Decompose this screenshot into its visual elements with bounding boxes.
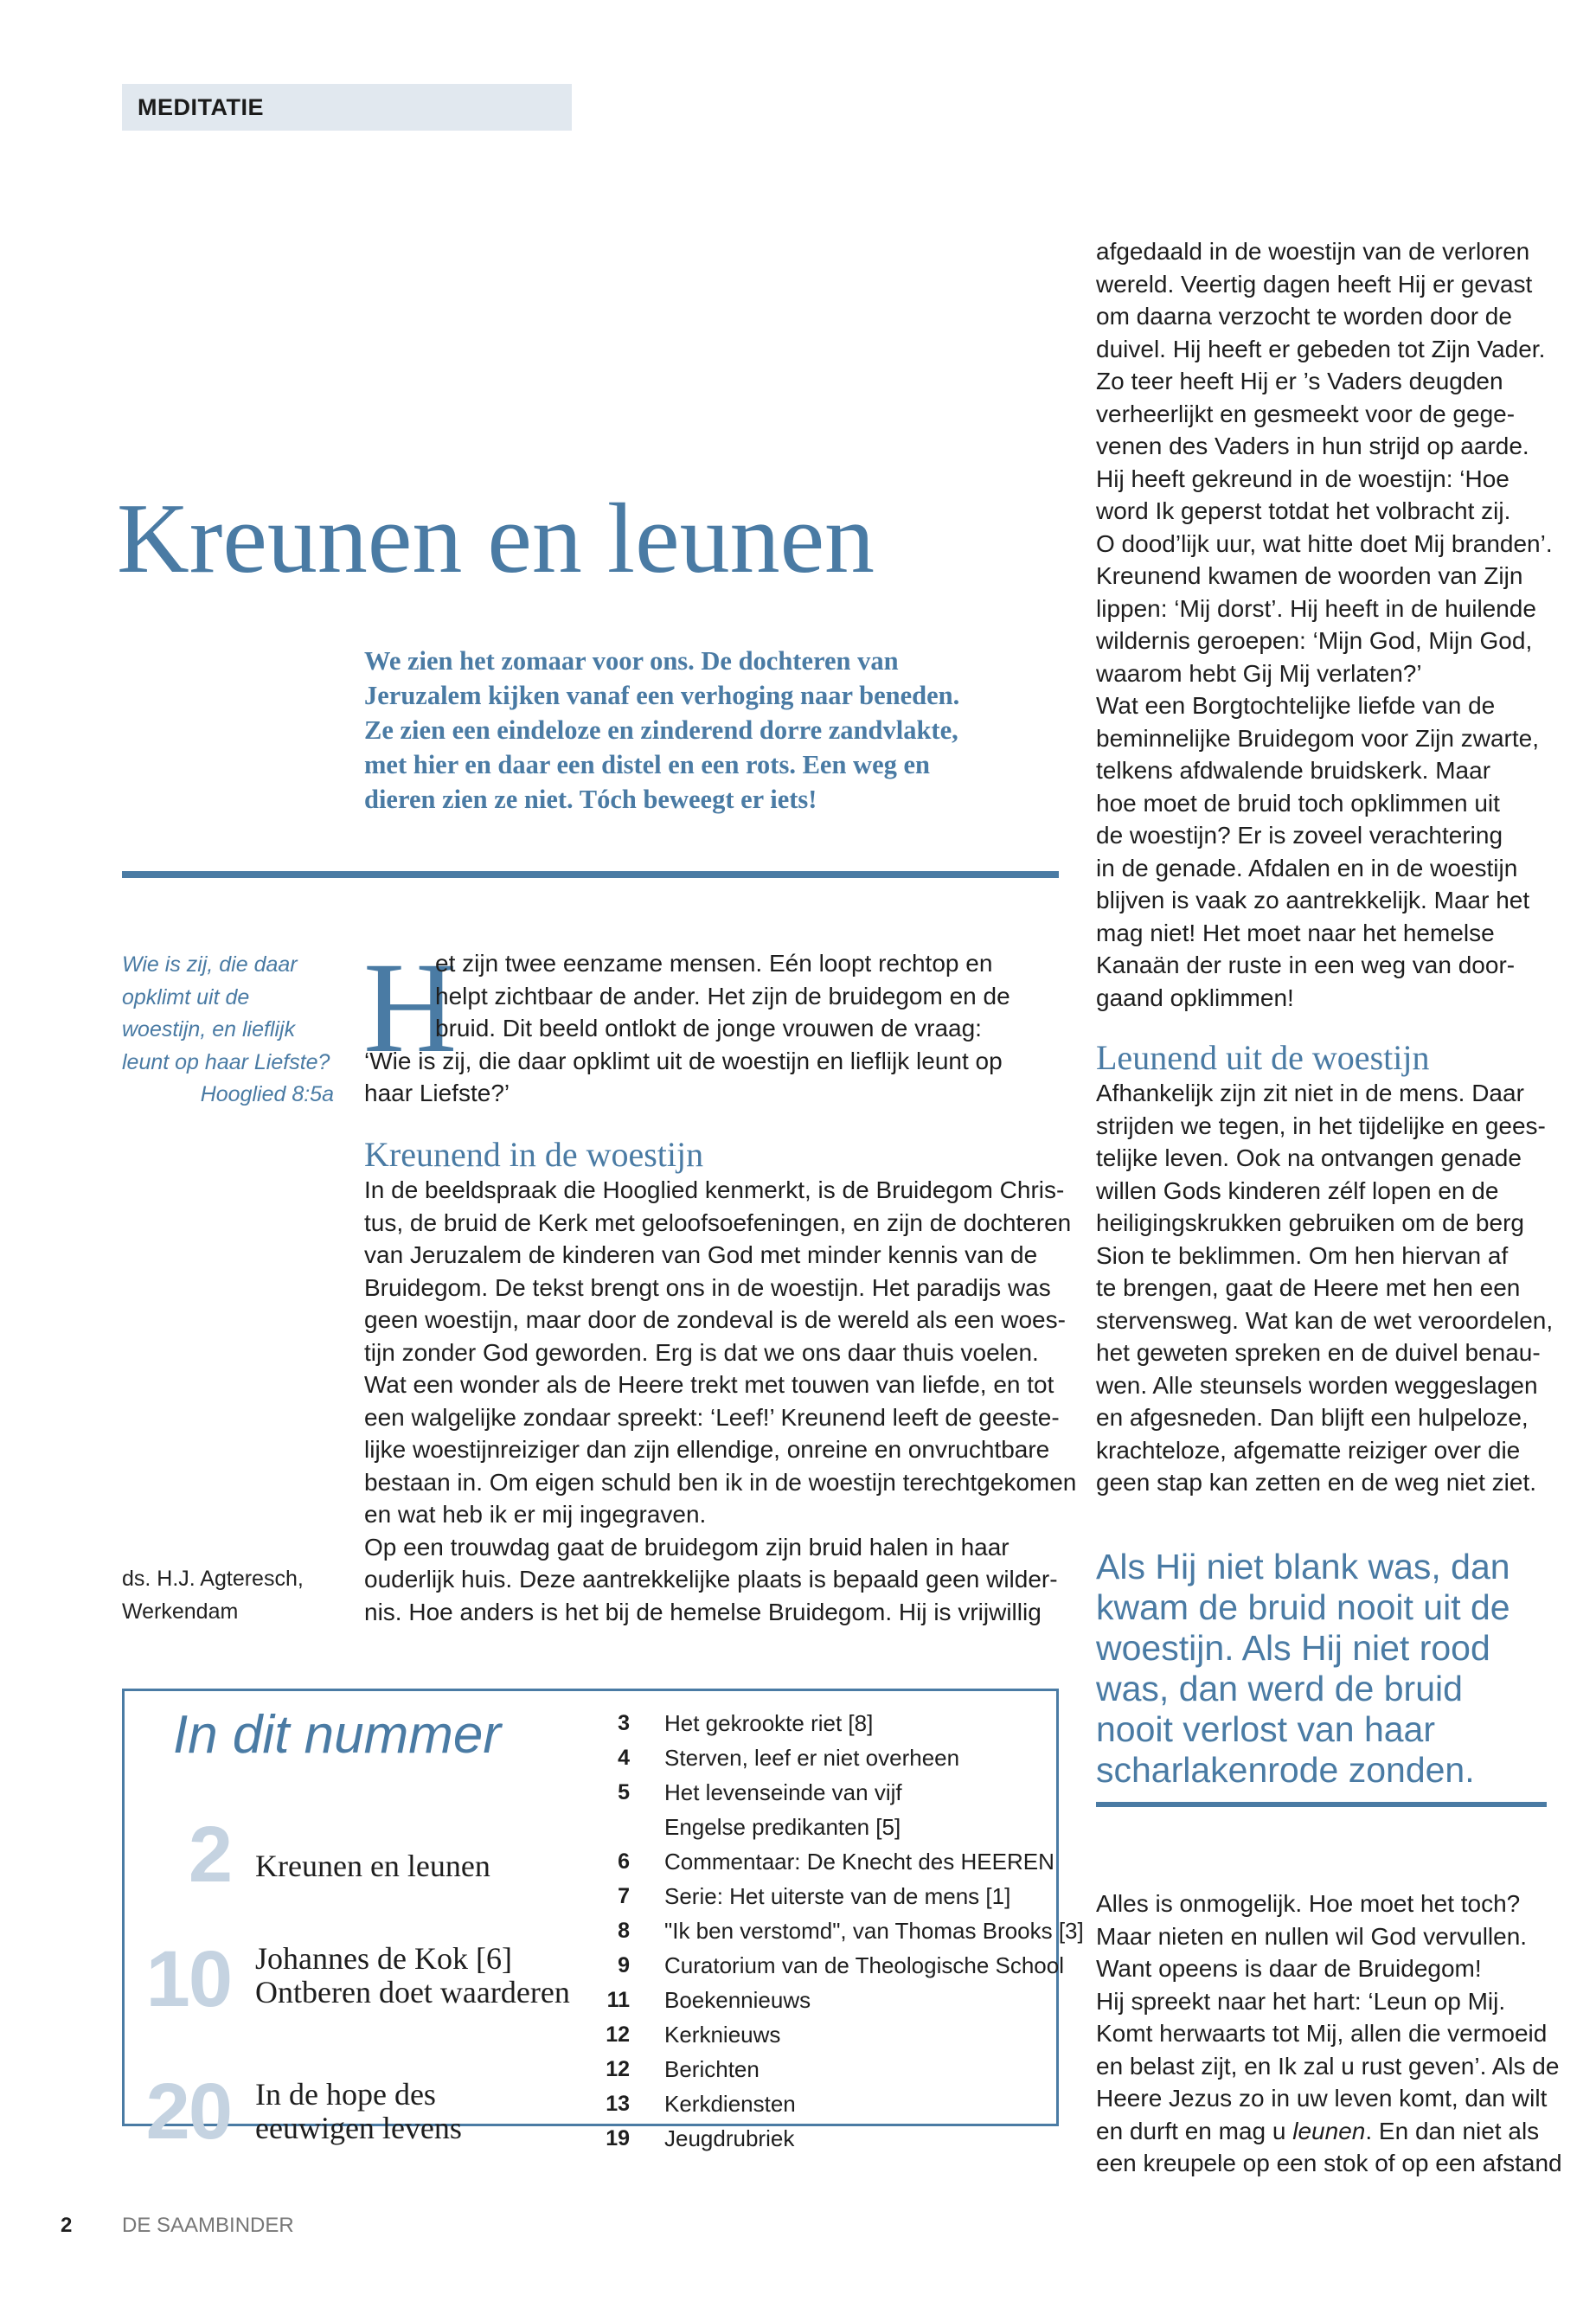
toc-entry-title	[664, 1879, 1010, 1913]
toc-entry[interactable]	[588, 2052, 1055, 2086]
body-line: wen. Alle steunsels worden weggeslagen	[1096, 1371, 1538, 1399]
toc-featured-line: Kreunen en leunen	[255, 1849, 490, 1883]
body-line: heiligingskrukken gebruiken om de berg	[1096, 1209, 1524, 1236]
body-line: Afhankelijk zijn zit niet in de mens. Daar	[1096, 1080, 1524, 1106]
body-line: en afgesneden. Dan blijft een hulpeloze,	[1096, 1404, 1529, 1431]
body-line: strijden we tegen, in het tijdelijke en gees-	[1096, 1112, 1546, 1139]
toc-entry[interactable]	[588, 1879, 1055, 1913]
toc-entry[interactable]	[588, 1706, 1055, 1740]
toc-page-number: 4	[618, 1746, 630, 1770]
toc-featured-page: 20	[145, 2067, 231, 2156]
body-line: blijven is vaak zo aantrekkelijk. Maar het	[1096, 887, 1530, 913]
body-line: willen Gods kinderen zélf lopen en de	[1096, 1176, 1499, 1204]
toc-featured-page: 10	[145, 1935, 231, 2023]
toc-entry-line: Serie: Het uiterste van de mens [1]	[664, 1883, 1011, 1909]
toc-page-number: 6	[618, 1849, 630, 1874]
body-line: Hij heeft gekreund in de woestijn: ‘Hoe	[1096, 465, 1509, 492]
toc-entry-title	[664, 1948, 1064, 1983]
right-column-body	[1096, 235, 1553, 1014]
lead-line: We zien het zomaar voor ons. De dochteren van	[364, 646, 899, 676]
body-line: Wat een wonder als de Heere trekt met touwen van liefde, en tot	[364, 1371, 1054, 1398]
toc-entry-line: Commentaar: De Knecht des HEEREN	[664, 1849, 1054, 1875]
lead-divider	[122, 871, 1059, 878]
body-line: telijke leven. Ook na ontvangen genade	[1096, 1144, 1522, 1171]
toc-entry-title	[664, 1913, 1084, 1948]
body-line: Wat een Borgtochtelijke liefde van de	[1096, 692, 1496, 719]
pull-quote-line: nooit verlost van haar	[1096, 1709, 1436, 1749]
footer-publication: DE SAAMBINDER	[122, 2214, 294, 2237]
body-line: mag niet! Het moet naar het hemelse	[1096, 919, 1495, 946]
toc-entry-line: Engelse predikanten [5]	[664, 1814, 901, 1840]
toc-entry-title	[664, 2121, 794, 2156]
body-line: Maar nieten en nullen wil God vervullen.	[1096, 1922, 1528, 1950]
body-line: lippen: ‘Mij dorst’. Hij heeft in de huilende	[1096, 594, 1536, 622]
body-line: helpt zichtbaar de ander. Het zijn de bruidegom en de	[435, 982, 1010, 1009]
body-line: Sion te beklimmen. Om hen hiervan af	[1096, 1241, 1509, 1269]
toc-entry[interactable]	[588, 1775, 1055, 1844]
body-line: bruid. Dit beeld ontlokt de jonge vrouwen de vraag:	[435, 1015, 982, 1042]
body-line: lijke woestijnreiziger dan zijn ellendige, onreine en onvruchtbare	[364, 1436, 1050, 1463]
body-line: Op een trouwdag gaat de bruidegom zijn bruid halen in haar	[364, 1533, 1010, 1561]
author-place: Werkendam	[122, 1599, 239, 1624]
toc-featured-title[interactable]	[255, 1849, 490, 1883]
toc-entry-title	[664, 1983, 811, 2017]
body-line: wildernis geroepen: ‘Mijn God, Mijn God,	[1096, 627, 1533, 654]
toc-page-number: 7	[618, 1884, 630, 1908]
toc-page-number: 8	[618, 1919, 630, 1943]
toc-entry[interactable]	[588, 1740, 1055, 1775]
toc-entry-line: Sterven, leef er niet overheen	[664, 1745, 960, 1771]
body-line: om daarna verzocht te worden door de	[1096, 303, 1512, 330]
body-line: een kreupele op een stok of op een afstand	[1096, 2150, 1562, 2176]
body-line: nis. Hoe anders is het bij de hemelse Bruidegom. Hij is vrijwillig	[364, 1598, 1042, 1625]
lead-line: dieren zien ze niet. Tóch beweegt er iets!	[364, 785, 817, 814]
article-title: Kreunen en leunen	[117, 484, 875, 594]
toc-page-number: 11	[606, 1988, 630, 2012]
body-line: verheerlijkt en gesmeekt voor de gege-	[1096, 400, 1516, 427]
toc-entry-title	[664, 1844, 1054, 1879]
toc-list	[588, 1706, 1084, 2156]
toc-entry-line: Curatorium van de Theologische School	[664, 1952, 1065, 1978]
toc-entry-line: Boekennieuws	[664, 1987, 811, 2013]
side-quote-line: woestijn, en lieflijk	[122, 1017, 296, 1042]
subhead-leunend: Leunend uit de woestijn	[1096, 1038, 1430, 1077]
toc-featured-title[interactable]	[255, 2078, 462, 2145]
toc-page-number: 12	[606, 2022, 630, 2047]
side-quote-line: Wie is zij, die daar	[122, 952, 298, 977]
drop-cap: H	[363, 936, 458, 1080]
toc-featured-line: In de hope des	[255, 2077, 436, 2112]
toc-page-number: 19	[606, 2126, 630, 2150]
lead-line: Ze zien een eindeloze en zinderend dorre zandvlakte,	[364, 715, 958, 745]
toc-entry[interactable]	[588, 1913, 1084, 1948]
side-quote-reference: Hooglied 8:5a	[200, 1082, 334, 1106]
body-line: O dood’lijk uur, wat hitte doet Mij branden’.	[1096, 529, 1553, 557]
toc-entry-title	[664, 2086, 796, 2121]
author-credit	[122, 1563, 304, 1628]
toc-entry-line: Het gekrookte riet [8]	[664, 1710, 874, 1736]
toc-page-number: 13	[606, 2092, 630, 2116]
toc-entry-line: Jeugdrubriek	[664, 2125, 795, 2151]
pull-quote-line: scharlakenrode zonden.	[1096, 1750, 1475, 1790]
pull-quote-line: woestijn. Als Hij niet rood	[1096, 1628, 1490, 1668]
body-line: Alles is onmogelijk. Hoe moet het toch?	[1096, 1890, 1521, 1917]
toc-featured-line: Ontberen doet waarderen	[255, 1975, 570, 2009]
pull-quote-line: kwam de bruid nooit uit de	[1096, 1587, 1510, 1627]
body-line: tus, de bruid de Kerk met geloofsoefeningen, en zijn de dochteren	[364, 1208, 1072, 1236]
toc-entry[interactable]	[588, 1983, 1055, 2017]
body-line: In de beeldspraak die Hooglied kenmerkt, is de Bruidegom Chris-	[364, 1176, 1065, 1203]
body-line: Kreunend kwamen de woorden van Zijn	[1096, 562, 1523, 589]
body-line	[1096, 2115, 1562, 2148]
body-line: van Jeruzalem de kinderen van God met minder kennis van de	[364, 1241, 1038, 1268]
side-quote-line: opklimt uit de	[122, 984, 250, 1009]
toc-entry-line: "Ik ben verstomd", van Thomas Brooks [3]	[664, 1918, 1084, 1944]
side-quote	[122, 949, 334, 1112]
body-line: Want opeens is daar de Bruidegom!	[1096, 1955, 1482, 1982]
toc-entry-title	[664, 1775, 902, 1844]
body-line: en wat heb ik er mij ingegraven.	[364, 1501, 707, 1528]
body-line: geen woestijn, maar door de zondeval is de wereld als een woes-	[364, 1306, 1066, 1333]
body-line: geen stap kan zetten en de weg niet ziet.	[1096, 1469, 1537, 1496]
toc-entry-line: Het levenseinde van vijf	[664, 1779, 902, 1805]
toc-featured-title[interactable]	[255, 1942, 570, 2009]
body-line: waarom hebt Gij Mij verlaten?’	[1096, 659, 1422, 687]
body-line: in de genade. Afdalen en in de woestijn	[1096, 854, 1518, 881]
body-line: beminnelijke Bruidegom voor Zijn zwarte,	[1096, 724, 1539, 752]
body-line: venen des Vaders in hun strijd op aarde.	[1096, 433, 1529, 459]
body-text: en durft en mag u	[1096, 2117, 1293, 2144]
toc-entry[interactable]	[588, 2086, 1055, 2121]
body-line: een walgelijke zondaar spreekt: ‘Leef!’ Kreunend leeft de geeste-	[364, 1403, 1060, 1431]
body-line: gaand opklimmen!	[1096, 984, 1294, 1011]
section3-body	[1096, 1888, 1562, 2180]
section2-body	[1096, 1077, 1553, 1499]
body-line: afgedaald in de woestijn van de verloren	[1096, 238, 1530, 265]
toc-page-number: 9	[618, 1953, 630, 1977]
toc-featured-line: eeuwigen levens	[255, 2111, 462, 2145]
toc-entry-title	[664, 1706, 873, 1740]
toc-entry-title	[664, 2017, 780, 2052]
body-line: ouderlijk huis. Deze aantrekkelijke plaats is bepaald geen wilder-	[364, 1566, 1058, 1593]
body-line: Zo teer heeft Hij er ’s Vaders deugden	[1096, 368, 1503, 394]
toc-entry[interactable]	[588, 2017, 1055, 2052]
body-line: Hij spreekt naar het hart: ‘Leun op Mij.	[1096, 1987, 1506, 2015]
pull-quote	[1096, 1547, 1563, 1791]
toc-entry[interactable]	[588, 1948, 1065, 1983]
pull-quote-line: was, dan werd de bruid	[1096, 1669, 1463, 1708]
lead-line: Jeruzalem kijken vanaf een verhoging naar beneden.	[364, 681, 960, 710]
body-line: duivel. Hij heeft er gebeden tot Zijn Vader.	[1096, 335, 1546, 362]
section-label: MEDITATIE	[122, 84, 572, 131]
body-line: haar Liefste?’	[364, 1080, 510, 1106]
toc-entry[interactable]	[588, 2121, 1055, 2156]
intro-paragraph	[364, 947, 1010, 1110]
section1-body	[364, 1174, 1076, 1628]
toc-entry-title	[664, 1740, 959, 1775]
toc-page-number: 3	[618, 1711, 630, 1735]
toc-page-number: 12	[606, 2057, 630, 2081]
toc-page-number: 5	[618, 1780, 630, 1804]
body-line: krachteloze, afgematte reiziger over die	[1096, 1436, 1521, 1464]
toc-entry-line: Berichten	[664, 2056, 760, 2082]
body-line: het geweten spreken en de duivel benau-	[1096, 1339, 1541, 1366]
body-line: et zijn twee eenzame mensen. Eén loopt rechtop en	[435, 950, 993, 977]
body-line: word Ik geperst totdat het volbracht zij.	[1096, 497, 1511, 524]
body-line: wereld. Veertig dagen heeft Hij er gevast	[1096, 270, 1533, 298]
toc-entry-line: Kerkdiensten	[664, 2091, 796, 2117]
body-text: . En dan niet als	[1365, 2117, 1540, 2144]
toc-entry-title	[664, 2052, 760, 2086]
body-line: hoe moet de bruid toch opklimmen uit	[1096, 789, 1500, 817]
article-lead	[364, 644, 1065, 817]
body-line: Bruidegom. De tekst brengt ons in de woestijn. Het paradijs was	[364, 1273, 1051, 1301]
emphasis-text: leunen	[1292, 2117, 1366, 2144]
author-name: ds. H.J. Agteresch,	[122, 1567, 304, 1591]
body-line: stervensweg. Wat kan de wet veroordelen,	[1096, 1306, 1554, 1334]
body-line: de woestijn? Er is zoveel verachtering	[1096, 822, 1503, 849]
body-line: Kanaän der ruste in een weg van door-	[1096, 952, 1516, 978]
toc-entry[interactable]	[588, 1844, 1055, 1879]
body-line: telkens afdwalende bruidskerk. Maar	[1096, 757, 1491, 784]
body-line: Komt herwaarts tot Mij, allen die vermoeid	[1096, 2020, 1548, 2047]
body-line: bestaan in. Om eigen schuld ben ik in de woestijn terechtgekomen	[364, 1468, 1077, 1496]
toc-featured-page: 2	[188, 1811, 231, 1899]
body-line: ‘Wie is zij, die daar opklimt uit de woestijn en lieflijk leunt op	[364, 1047, 1003, 1074]
pull-quote-divider	[1096, 1802, 1547, 1807]
body-line: te brengen, gaat de Heere met hen een	[1096, 1274, 1521, 1301]
footer-page-number: 2	[61, 2214, 73, 2237]
toc-heading: In dit nummer	[173, 1705, 502, 1765]
side-quote-line: leunt op haar Liefste?	[122, 1049, 330, 1074]
toc-entry-line: Kerknieuws	[664, 2022, 781, 2048]
body-line: tijn zonder God geworden. Erg is dat we ons daar thuis voelen.	[364, 1338, 1039, 1366]
body-line: en belast zijt, en Ik zal u rust geven’. Als de	[1096, 2052, 1560, 2080]
subhead-kreunend: Kreunend in de woestijn	[364, 1135, 704, 1174]
body-line: Heere Jezus zo in uw leven komt, dan wilt	[1096, 2085, 1548, 2112]
pull-quote-line: Als Hij niet blank was, dan	[1096, 1547, 1510, 1586]
lead-line: met hier en daar een distel en een rots. Een weg en	[364, 750, 930, 779]
toc-featured-line: Johannes de Kok [6]	[255, 1941, 512, 1976]
